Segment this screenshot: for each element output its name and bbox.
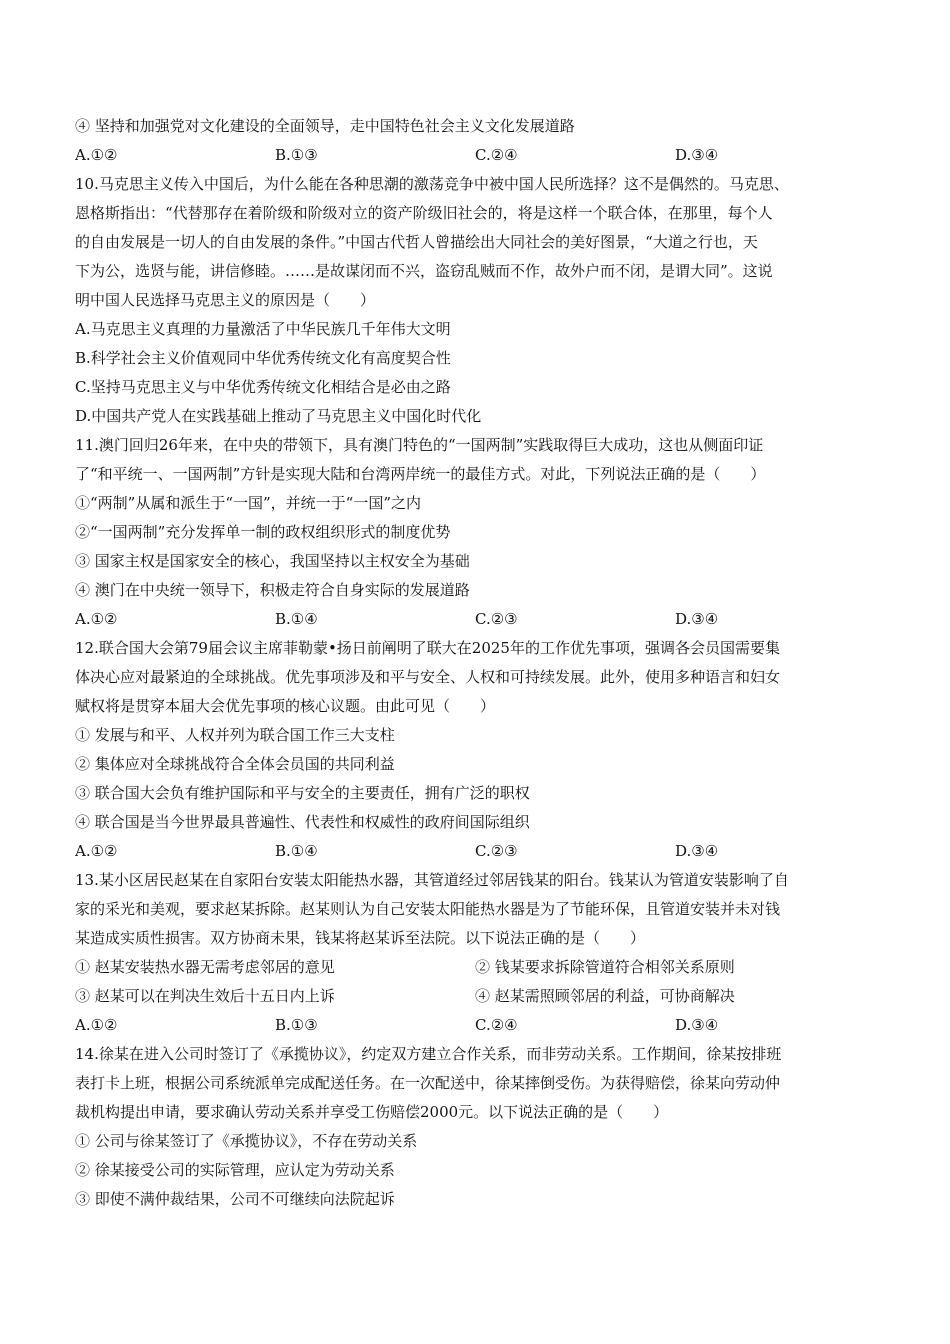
q11-option-c: C.②③	[475, 610, 518, 628]
q13-item-3: ③ 赵某可以在判决生效后十五日内上诉	[75, 987, 335, 1005]
q12-item-4: ④ 联合国是当今世界最具普遍性、代表性和权威性的政府间国际组织	[75, 813, 530, 831]
q12-stem-line-1: 12.联合国大会第79届会议主席菲勒蒙•扬日前阐明了联大在2025年的工作优先事项，强调各会员国需要集	[75, 639, 780, 657]
q9-option-a: A.①②	[75, 146, 118, 164]
q12-item-3: ③ 联合国大会负有维护国际和平与安全的主要责任，拥有广泛的职权	[75, 784, 530, 802]
q12-stem-line-2: 体决心应对最紧迫的全球挑战。优先事项涉及和平与安全、人权和可持续发展。此外，使用多种语言和妇女	[75, 668, 781, 686]
q13-options	[75, 1011, 875, 1040]
q9-options	[75, 141, 875, 170]
q13-items-row-2	[75, 982, 875, 1011]
q14-stem-line-2: 表打卡上班，根据公司系统派单完成配送任务。在一次配送中，徐某摔倒受伤。为获得赔偿，徐某向劳动仲	[75, 1074, 781, 1092]
q11-option-a: A.①②	[75, 610, 118, 628]
q11-stem-line-1: 11.澳门回归26年来，在中央的带领下，具有澳门特色的“一国两制”实践取得巨大成功，这也从侧面印证	[75, 436, 764, 454]
q11-item-3: ③ 国家主权是国家安全的核心，我国坚持以主权安全为基础	[75, 552, 470, 570]
q10-stem-line-5: 明中国人民选择马克思主义的原因是（ ）	[75, 291, 376, 309]
q13-option-c: C.②④	[475, 1016, 518, 1034]
q13-option-d: D.③④	[675, 1016, 719, 1034]
q13-stem-line-1: 13.某小区居民赵某在自家阳台安装太阳能热水器，其管道经过邻居钱某的阳台。钱某认为管道安装影响了自	[75, 871, 789, 889]
q14-item-3: ③ 即使不满仲裁结果，公司不可继续向法院起诉	[75, 1190, 395, 1208]
q12-option-d: D.③④	[675, 842, 719, 860]
q14-stem-line-3: 裁机构提出申请，要求确认劳动关系并享受工伤赔偿2000元。以下说法正确的是（ ）	[75, 1103, 669, 1121]
q10-stem-line-2: 恩格斯指出：“代替那存在着阶级和阶级对立的资产阶级旧社会的，将是这样一个联合体，在那里，每个人	[75, 204, 773, 222]
q11-options	[75, 605, 875, 634]
q12-option-a: A.①②	[75, 842, 118, 860]
q13-item-2: ② 钱某要求拆除管道符合相邻关系原则	[475, 958, 735, 976]
q13-stem-line-2: 家的采光和美观，要求赵某拆除。赵某则认为自己安装太阳能热水器是为了节能环保，且管道安装并未对钱	[75, 900, 781, 918]
q13-option-b: B.①③	[275, 1016, 318, 1034]
q13-stem-line-3: 某造成实质性损害。双方协商未果，钱某将赵某诉至法院。以下说法正确的是（ ）	[75, 929, 646, 947]
q12-options	[75, 837, 875, 866]
q12-stem-line-3: 赋权将是贯穿本届大会优先事项的核心议题。由此可见（ ）	[75, 697, 496, 715]
q10-stem-line-3: 的自由发展是一切人的自由发展的条件。”中国古代哲人曾描绘出大同社会的美好图景，“大道之行也，天	[75, 233, 758, 251]
q11-item-4: ④ 澳门在中央统一领导下，积极走符合自身实际的发展道路	[75, 581, 470, 599]
q9-option-b: B.①③	[275, 146, 318, 164]
q9-option-c: C.②④	[475, 146, 518, 164]
q9-item-4: ④ 坚持和加强党对文化建设的全面领导，走中国特色社会主义文化发展道路	[75, 117, 575, 135]
q10-choice-d: D.中国共产党人在实践基础上推动了马克思主义中国化时代化	[75, 407, 482, 425]
q12-item-2: ② 集体应对全球挑战符合全体会员国的共同利益	[75, 755, 395, 773]
q11-option-d: D.③④	[675, 610, 719, 628]
q11-stem-line-2: 了“和平统一、一国两制”方针是实现大陆和台湾两岸统一的最佳方式。对此，下列说法正确的是（ ）	[75, 465, 766, 483]
q12-option-b: B.①④	[275, 842, 318, 860]
q13-item-4: ④ 赵某需照顾邻居的利益，可协商解决	[475, 987, 735, 1005]
q10-choice-a: A.马克思主义真理的力量激活了中华民族几千年伟大文明	[75, 320, 451, 338]
q9-option-d: D.③④	[675, 146, 719, 164]
q11-item-1: ①“两制”从属和派生于“一国”，并统一于“一国”之内	[75, 494, 422, 512]
q10-choice-b: B.科学社会主义价值观同中华优秀传统文化有高度契合性	[75, 349, 451, 367]
q11-item-2: ②“一国两制”充分发挥单一制的政权组织形式的制度优势	[75, 523, 451, 541]
q10-stem-line-4: 下为公，选贤与能，讲信修睦。……是故谋闭而不兴，盗窃乱贼而不作，故外户而不闭，是谓大同”。这说	[75, 262, 773, 280]
q14-item-2: ② 徐某接受公司的实际管理，应认定为劳动关系	[75, 1161, 395, 1179]
q13-item-1: ① 赵某安装热水器无需考虑邻居的意见	[75, 958, 335, 976]
exam-page	[75, 112, 875, 1214]
q10-stem-line-1: 10.马克思主义传入中国后，为什么能在各种思潮的激荡竞争中被中国人民所选择？这不是偶然的。马克思、	[75, 175, 789, 193]
q13-items-row-1	[75, 953, 875, 982]
q11-option-b: B.①④	[275, 610, 318, 628]
q12-item-1: ① 发展与和平、人权并列为联合国工作三大支柱	[75, 726, 395, 744]
q10-choice-c: C.坚持马克思主义与中华优秀传统文化相结合是必由之路	[75, 378, 451, 396]
q14-stem-line-1: 14.徐某在进入公司时签订了《承揽协议》，约定双方建立合作关系，而非劳动关系。工作期间，徐某按排班	[75, 1045, 782, 1063]
q12-option-c: C.②③	[475, 842, 518, 860]
q14-item-1: ① 公司与徐某签订了《承揽协议》，不存在劳动关系	[75, 1132, 418, 1150]
q13-option-a: A.①②	[75, 1016, 118, 1034]
